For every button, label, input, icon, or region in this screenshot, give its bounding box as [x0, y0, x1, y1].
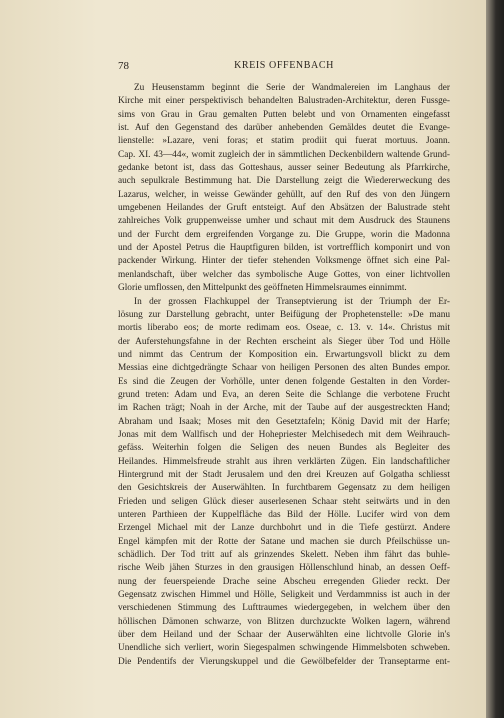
text-line: Erzengel Michael mit der Lanze durchbohrt und in die Tiefe gestürzt. Andere: [118, 523, 450, 534]
text-line: Die Pendentifs der Vierungskuppel und die Gewölbefelder der Transeptarme ent-: [118, 656, 450, 667]
text-line: gefäss. Weiterhin folgen die Seligen des neuen Bundes als Begleiter des: [118, 443, 450, 454]
text-line: Gegensatz zwischen Himmel und Hölle, Seligkeit und Verdammniss ist auch in der: [118, 590, 450, 601]
text-line: lösung zur Darstellung gebracht, unter Beifügung der Prophetenstelle: »De manu: [118, 309, 450, 320]
page-number: 78: [118, 60, 129, 72]
text-line: verschiedenen Stimmung des Lufttraumes wiedergegeben, in welchem über den: [118, 603, 450, 614]
text-line: schädlich. Der Tod tritt auf als grinzendes Skelett. Neben ihm fährt das buhle-: [118, 550, 450, 561]
text-line: den Gesichtskreis der Auserwählten. In furchtbarem Gegensatz zu dem heiligen: [118, 483, 450, 494]
page-header: [118, 60, 450, 74]
text-line: Hintergrund mit der Stadt Jerusalem und den drei Kreuzen auf Golgatha schliesst: [118, 469, 450, 480]
text-line: mortis liberabo eos; de morte redimam eos. Oseae, c. 13. v. 14«. Christus mit: [118, 323, 450, 334]
text-line: Engel kämpfen mit der Rotte der Satane und machen sie durch Pfeilschüsse un-: [118, 536, 450, 547]
text-line: Messias eine dichtgedrängte Schaar von heiligen Personen des alten Bundes empor.: [118, 363, 450, 374]
text-line: grund treten: Adam und Eva, an deren Seite die Schlange die verbotene Frucht: [118, 389, 450, 400]
text-line: unteren Parthieen der Kuppelfläche das Bild der Hölle. Lucifer wird von dem: [118, 510, 450, 520]
text-line: umgebenen Heilandes der Gruft entsteigt. Auf den Absätzen der Balustrade steht: [118, 203, 450, 214]
text-line: höllischen Dämonen schwarze, von Blitzen durchzuckte Wolken lagern, während: [118, 616, 450, 627]
text-line: zahlreiches Volk gruppenweisse umher und schaut mit dem Ausdruck des Staunens: [118, 216, 450, 227]
text-line: Kirche mit einer perspektivisch behandelten Balustraden-Architektur, deren Fussge-: [118, 96, 450, 107]
text-line: Heilandes. Himmelsfreude strahlt aus ihren verklärten Zügen. Ein landschaftlicher: [118, 456, 450, 467]
text-line: ist. Auf den Gegenstand des darüber anhebenden Gemäldes deutet die Evange-: [118, 123, 450, 134]
text-line: Es sind die Zeugen der Vorhölle, unter denen folgende Gestalten in den Vorder-: [118, 376, 450, 387]
text-line: rische Weib jähen Sturzes in den grausigen Höllenschlund hinab, an dessen Oeff-: [118, 563, 450, 574]
text-line: Frieden und seligen Glück dieser auserlesenen Schaar steht seitwärts und in den: [118, 496, 450, 507]
text-line: Jonas mit dem Wallfisch und der Hohepriester Melchisedech mit dem Weihrauch-: [118, 429, 450, 440]
text-line: Lazarus, welcher, in weisse Gewänder gehüllt, auf den Ruf des von den Jüngern: [118, 189, 450, 200]
book-spine: [486, 0, 504, 718]
text-line: Zu Heusenstamm beginnt die Serie der Wandmalereien im Langhaus der: [134, 83, 450, 93]
text-line: gedanke betont ist, dass das Gotteshaus, ausser seiner Bedeutung als Pfarrkirche,: [118, 163, 450, 174]
text-line: lienstelle: »Lazare, veni foras; et statim prodiit qui fuerat mortuus. Joann.: [118, 136, 450, 147]
body-text: [118, 82, 450, 669]
text-line: der Auferstehungsfahne in der Rechten erscheint als Sieger über Tod und Hölle: [118, 336, 450, 347]
text-line: Cap. XI. 43—44«, womit zugleich der in sämmtlichen Deckenbildern waltende Grund-: [118, 149, 450, 160]
text-line: Abraham und Isaak; Moses mit den Gesetztafeln; König David mit der Harfe;: [118, 416, 450, 427]
text-line: über dem Heiland und der Schaar der Auserwählten eine lichtvolle Glorie in's: [118, 630, 450, 641]
text-line: auch sepulkrale Bestimmung hat. Die Darstellung zeigt die Wiedererweckung des: [118, 176, 450, 187]
text-line: nung der feuerspeiende Drache seine Abscheu erregenden Glieder reckt. Der: [118, 576, 450, 587]
text-line: In der grossen Flachkuppel der Transeptvierung ist der Triumph der Er-: [134, 296, 450, 307]
text-line: und der Apostel Petrus die Hauptfiguren bilden, ist vortrefflich komponirt und von: [118, 243, 450, 254]
text-line: Glorie umflossen, den Mittelpunkt des geöffneten Himmelsraumes einnimmt.: [118, 283, 407, 294]
text-line: im Rachen trägt; Noah in der Arche, mit der Taube auf der ausgestreckten Hand;: [118, 403, 450, 414]
text-line: Unendliche sich verliert, worin Siegespalmen schwingende Himmelsboten schweben.: [118, 643, 450, 654]
text-line: menlandschaft, über welcher das symbolische Auge Gottes, von einer lichtvollen: [118, 269, 450, 280]
text-line: sims von Grau in Grau gemalten Putten belebt und von Ornamenten eingefasst: [118, 109, 450, 120]
text-line: packender Wirkung. Hinter der tiefer stehenden Volksmenge öffnet sich eine Pal-: [118, 256, 450, 267]
text-line: und nimmt das Centrum der Komposition ein. Erwartungsvoll blickt zu dem: [118, 349, 450, 360]
text-line: und der Furcht dem ergreifenden Vorgange zu. Die Gruppe, worin die Madonna: [118, 229, 450, 240]
running-head: KREIS OFFENBACH: [234, 60, 334, 71]
